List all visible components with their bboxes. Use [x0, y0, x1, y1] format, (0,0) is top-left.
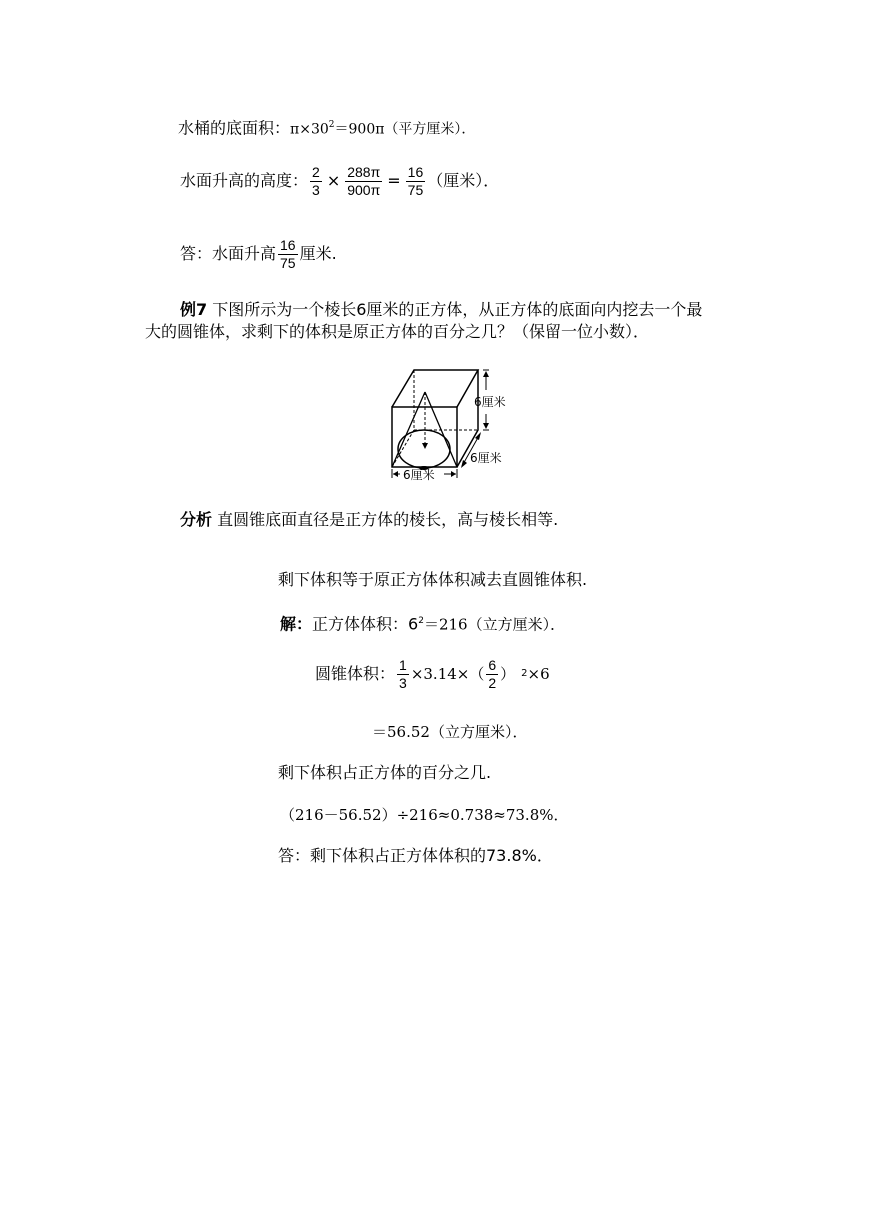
fraction-16-75-answer: [278, 237, 298, 272]
answer-water-rise-unit: 厘米.: [299, 244, 337, 263]
analysis-text: 直圆锥底面直径是正方体的棱长，高与棱长相等.: [212, 510, 559, 529]
bucket-area-expr: π×30: [290, 121, 329, 138]
water-rise-label: 水面升高的高度：: [180, 171, 309, 190]
cone-base-ellipse: [398, 430, 450, 468]
fraction-denominator: 3: [399, 674, 407, 691]
cone-volume-result: [372, 722, 527, 742]
final-answer-text: 答：剩下体积占正方体体积的73.8%．: [278, 846, 553, 865]
example-7-text2: 大的圆锥体，求剩下的体积是原正方体的百分之几？（保留一位小数）．: [145, 322, 650, 341]
height-label: 6厘米: [474, 395, 506, 409]
fraction-288pi-900pi: [345, 164, 382, 199]
cone-volume-tail: ×6: [527, 665, 550, 683]
fraction-two-thirds: [310, 164, 322, 199]
example-7-text1: 下图所示为一个棱长6厘米的正方体，从正方体的底面向内挖去一个最: [207, 300, 703, 319]
fraction-denominator: 75: [407, 181, 424, 198]
step-remaining-volume: [278, 570, 587, 590]
fraction-numerator: 6: [488, 656, 497, 673]
answer-water-rise-label: 答：水面升高: [180, 244, 277, 263]
cone-volume-close: ）: [500, 665, 516, 683]
cone-height-arrow: [422, 443, 428, 449]
final-answer: [278, 846, 553, 866]
percent-question-text: 剩下体积占正方体的百分之几.: [278, 763, 492, 782]
solution-text: 正方体体积：6: [312, 614, 419, 634]
times-sign: ×: [326, 171, 341, 190]
fraction-numerator: 2: [312, 163, 320, 180]
cone-volume-label: 圆锥体积：: [315, 664, 396, 683]
fraction-denominator: 900π: [347, 181, 381, 198]
equals-sign: =: [387, 171, 401, 190]
fraction-16-75: [406, 164, 426, 199]
example-7-tag: 例7: [180, 300, 208, 319]
height-dim-arrow-bottom: [483, 423, 489, 429]
answer-water-rise: [180, 233, 337, 275]
cube-hidden-edges: [414, 370, 478, 430]
depth-dim-arrow-bottom: [461, 460, 467, 468]
solution-tag: 解：: [280, 614, 313, 634]
bucket-area-line: [178, 115, 475, 139]
cone-volume-power: 2: [521, 668, 528, 679]
percent-calculation-text: （216－56.52）÷216≈0.738≈73.8%．: [280, 806, 569, 824]
water-rise-unit: （厘米）．: [427, 171, 500, 190]
percent-question: [278, 763, 491, 783]
water-rise-line: [180, 160, 499, 202]
analysis-tag: 分析: [180, 510, 213, 529]
width-label: 6厘米: [403, 468, 435, 482]
solution-sup: 2: [418, 616, 424, 626]
example-7-line2: [145, 322, 649, 342]
fraction-one-third: [397, 657, 409, 692]
fraction-numerator: 16: [280, 236, 296, 253]
fraction-denominator: 3: [312, 181, 320, 198]
bucket-area-sup: 2: [328, 120, 335, 130]
fraction-six-halves: [486, 657, 498, 692]
fraction-numerator: 16: [407, 163, 424, 180]
analysis-line: [180, 510, 558, 530]
cone-volume-mid: ×3.14×（: [410, 665, 485, 683]
cone-volume-result-text: ＝56.52（立方厘米）．: [372, 723, 528, 741]
height-dim-arrow-top: [483, 371, 489, 377]
cone-volume-line: [315, 652, 550, 696]
width-dim-arrow-left: [393, 471, 398, 477]
percent-calculation: [280, 805, 569, 825]
step-remaining-volume-text: 剩下体积等于原正方体体积减去直圆锥体积.: [278, 570, 588, 589]
bucket-area-result: ＝900π（平方厘米）．: [334, 121, 476, 138]
example-7-line1: [180, 300, 702, 320]
solution-cube-volume: [280, 611, 565, 634]
width-dim-arrow-right: [451, 471, 456, 477]
solution-result: ＝216（立方厘米）．: [423, 615, 566, 634]
depth-label: 6厘米: [470, 451, 502, 465]
cube-cone-figure: [386, 364, 512, 484]
fraction-numerator: 1: [399, 656, 407, 673]
fraction-denominator: 2: [488, 674, 497, 691]
cube-top-face: [392, 370, 478, 407]
bucket-area-label: 水桶的底面积：: [178, 118, 291, 138]
fraction-numerator: 288π: [347, 163, 381, 180]
fraction-denominator: 75: [280, 254, 296, 271]
cube-hidden-edge-bottom: [392, 430, 414, 467]
